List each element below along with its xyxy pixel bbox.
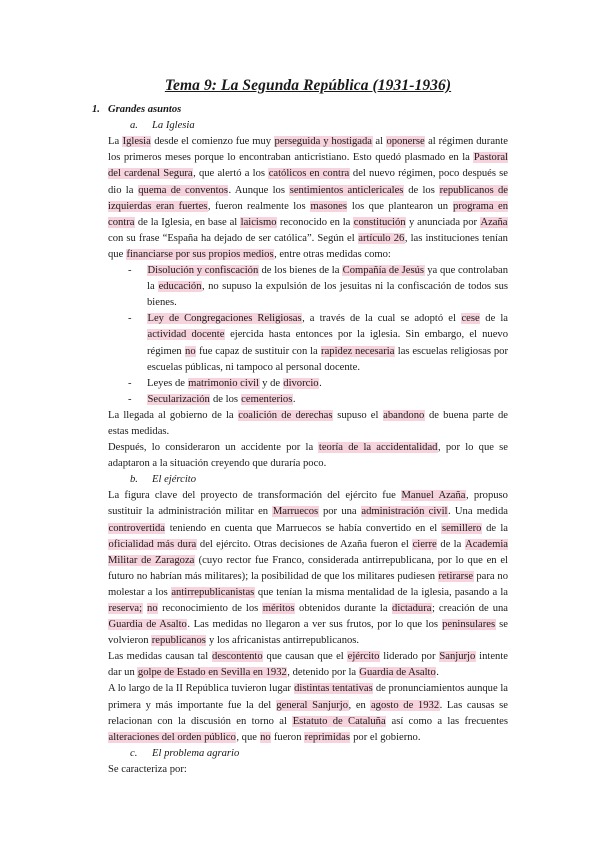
text-run: , entre otras medidas como: [274, 248, 391, 260]
subsection-label: El ejército [152, 474, 197, 486]
highlighted-text: abandono [383, 409, 425, 421]
text-run: , por lo que se adaptaron a la situación creyendo que duraría poco. [108, 442, 508, 470]
highlighted-text: laicismo [240, 216, 277, 228]
text-run: y anunciada por [406, 216, 480, 228]
text-run: para no molestar a los [108, 570, 508, 598]
measures-list [128, 263, 508, 408]
highlighted-text: administración civil [361, 506, 448, 518]
highlighted-text: reserva; [108, 603, 143, 614]
highlighted-text: no [185, 345, 196, 357]
highlighted-text: semillero [441, 522, 482, 534]
subsection-number: c. [130, 747, 138, 759]
highlighted-text: Pastoral del cardenal Segura [108, 152, 508, 180]
text-run: A lo largo de la II República tuvieron lugar [108, 683, 294, 695]
highlighted-text: Disolución y confiscación [147, 265, 259, 277]
text-run: fueron [271, 731, 305, 743]
text-run: La [108, 136, 123, 148]
paragraph-ejercito-3 [108, 681, 508, 745]
section-heading [92, 102, 508, 118]
paragraph-ejercito-1 [108, 488, 508, 649]
text-run: teniendo en cuenta que Marruecos se había convertido en el [165, 522, 442, 534]
text-run: fue capaz de sustituir con la [196, 345, 321, 357]
text-run: . [319, 377, 322, 389]
subsection-number: b. [130, 474, 138, 486]
text-run: que causan que el [263, 651, 348, 663]
highlighted-text: Compañía de Jesús [342, 265, 425, 277]
text-run: de la [480, 313, 508, 325]
highlighted-text: méritos [262, 603, 295, 614]
list-item [128, 263, 508, 311]
highlighted-text: ejército [347, 651, 380, 663]
highlighted-text: Academia Militar de Zaragoza [108, 538, 509, 566]
list-item [128, 376, 508, 392]
text-run: que tenían la misma mentalidad de la iglesia, pasando a la [254, 586, 508, 598]
text-run: y los africanistas antirrepublicanos. [206, 635, 360, 647]
highlighted-text: rapidez necesaria [321, 345, 395, 357]
text-run: al [372, 136, 386, 148]
subsection-number: a. [130, 120, 138, 132]
text-run: obtenidos durante la [295, 603, 392, 614]
text-run: liderado por [379, 651, 439, 663]
subsection-heading-agrario [130, 746, 508, 762]
list-item [128, 392, 508, 408]
text-run: de la Iglesia, en base al [134, 216, 241, 228]
text-run: Después, lo consideraron un accidente por la [108, 442, 319, 454]
highlighted-text: Manuel Azaña [401, 490, 466, 502]
highlighted-text: alteraciones del orden público [108, 731, 236, 743]
text-run: , detenido por la [287, 667, 359, 679]
text-run: . [436, 667, 439, 679]
highlighted-text: Estatuto de Cataluña [292, 715, 386, 727]
highlighted-text: Azaña [480, 216, 508, 228]
text-run: Las medidas causan tal [108, 651, 212, 663]
text-run: se volvieron [108, 619, 508, 647]
paragraph-iglesia-1 [108, 134, 508, 263]
highlighted-text: educación [158, 281, 202, 293]
page-title: Tema 9: La Segunda República (1931-1936) [164, 77, 452, 94]
text-run: de la [481, 522, 508, 534]
highlighted-text: retirarse [438, 570, 474, 582]
text-run: . Aunque los [228, 184, 290, 196]
highlighted-text: Marruecos [272, 506, 319, 518]
highlighted-text: Secularización [147, 393, 210, 405]
text-run: . Una medida [447, 506, 508, 518]
highlighted-text: republicanos [151, 635, 206, 647]
text-run: , a través de la cual se adoptó el [302, 313, 461, 325]
highlighted-text: Ley de Congregaciones Religiosas [147, 313, 302, 325]
text-run: , propuso sustituir la administración militar en [108, 490, 508, 518]
highlighted-text: financiarse por sus propios medios [126, 248, 274, 260]
text-run: , fueron realmente los [207, 200, 310, 212]
text-run: las escuelas religiosas por escuelas públicas, ni tampoco al personal docente. [147, 345, 508, 373]
highlighted-text: católicos en contra [268, 168, 350, 180]
text-run: . Las causas se relacionan con la discusión en torno al [108, 699, 508, 727]
text-run: Leyes de [147, 377, 188, 389]
highlighted-text: golpe de Estado en Sevilla en 1932 [137, 667, 287, 679]
text-run: reconocimiento de los [158, 603, 263, 614]
text-run: con su frase “España ha dejado de ser católica”. Según el [108, 232, 358, 244]
highlighted-text: reprimidas [304, 731, 350, 743]
highlighted-text: Iglesia [122, 136, 151, 148]
highlighted-text: divorcio [283, 377, 319, 389]
text-run: , que [236, 731, 260, 743]
text-run: ya que controlaban la [147, 265, 508, 293]
text-run: ejercida hasta entonces por la iglesia. Sin embargo, el nuevo régimen [147, 329, 508, 357]
text-run: de los [210, 393, 241, 405]
subsection-label: El problema agrario [152, 747, 240, 759]
highlighted-text: controvertida [108, 522, 165, 534]
subsection-label: La Iglesia [152, 120, 195, 132]
highlighted-text: sentimientos anticlericales [289, 184, 404, 196]
text-run: reconocido en la [277, 216, 354, 228]
paragraph-iglesia-3 [108, 440, 508, 472]
highlighted-text: Guardia de Asalto [359, 667, 436, 679]
text-run: de pronunciamientos aunque la primera y más importante fue la del [108, 683, 508, 711]
highlighted-text: dictadura [392, 603, 432, 614]
highlighted-text: descontento [212, 651, 263, 663]
text-run: así como a las frecuentes [386, 715, 508, 727]
text-run: del ejército. Otras decisiones de Azaña fueron el [196, 538, 413, 550]
highlighted-text: perseguida y hostigada [274, 136, 373, 148]
text-run: los que plantearon un [347, 200, 453, 212]
text-run: . Las medidas no llegaron a ver sus frutos, por lo que los [187, 619, 442, 631]
text-run: La llegada al gobierno de la [108, 409, 238, 421]
subsection-heading-ejercito [130, 472, 508, 488]
highlighted-text: cementerios [241, 393, 293, 405]
highlighted-text: peninsulares [442, 619, 496, 631]
highlighted-text: no [260, 731, 271, 743]
highlighted-text: Sanjurjo [439, 651, 476, 663]
text-run: desde el comienzo fue muy [151, 136, 274, 148]
highlighted-text: no [147, 603, 158, 614]
text-run: por una [318, 506, 361, 518]
paragraph-agrario-1: Se caracteriza por: [108, 763, 187, 775]
text-run: de buena parte de estas medidas. [108, 409, 508, 437]
text-run: de la [437, 538, 465, 550]
text-run: intente dar un [108, 651, 508, 679]
highlighted-text: masones [310, 200, 347, 212]
paragraph-ejercito-2 [108, 649, 508, 681]
text-run: y de [259, 377, 283, 389]
text-run: por el gobierno. [350, 731, 421, 743]
text-run: de los [403, 184, 440, 196]
paragraph-iglesia-2 [108, 408, 508, 440]
highlighted-text: coalición de derechas [238, 409, 333, 421]
highlighted-text: antirrepublicanistas [171, 586, 255, 598]
text-run [143, 603, 147, 614]
highlighted-text: matrimonio civil [188, 377, 260, 389]
text-run: supuso el [333, 409, 383, 421]
highlighted-text: Guardia de Asalto [108, 619, 187, 631]
section-number: 1. [92, 104, 100, 116]
text-run: La figura clave del proyecto de transformación del ejército fue [108, 490, 401, 502]
highlighted-text: programa en contra [108, 200, 509, 228]
text-run: de los bienes de la [258, 265, 343, 277]
text-run: al régimen durante los primeros meses porque lo encontraban anticristiano. Esto quedó plasmado en la [108, 136, 508, 164]
text-run: . [292, 393, 296, 405]
text-run: , las instituciones tenían que [108, 232, 508, 260]
text-run: , en [348, 699, 371, 711]
text-run: , que alertó a los [193, 168, 269, 180]
text-run: ; creación de una [431, 603, 508, 614]
highlighted-text: cese [461, 313, 480, 325]
highlighted-text: oponerse [386, 136, 425, 148]
highlighted-text: constitución [353, 216, 406, 228]
subsection-heading-iglesia [130, 118, 508, 134]
highlighted-text: agosto de 1932 [370, 699, 440, 711]
list-item [128, 311, 508, 375]
highlighted-text: actividad docente [147, 329, 225, 341]
highlighted-text: general Sanjurjo [276, 699, 349, 711]
highlighted-text: oficialidad más dura [108, 538, 197, 550]
section-label: Grandes asuntos [108, 104, 182, 116]
highlighted-text: cierre [412, 538, 437, 550]
highlighted-text: republicanos de izquierdas eran fuertes [108, 184, 509, 212]
highlighted-text: artículo 26 [358, 232, 405, 244]
highlighted-text: distintas tentativas [294, 683, 373, 695]
text-run: , no supuso la expulsión de los jesuitas ni la confiscación de todos sus bienes. [147, 281, 508, 309]
text-run: (cuyo rector fue Franco, considerada antirrepublicana, por lo que en el futuro no habrían más militares); la posibilidad de que los militares pudiesen [108, 554, 508, 582]
highlighted-text: quema de conventos [138, 184, 228, 196]
text-run: del nuevo régimen, poco después se dio la [108, 168, 509, 196]
highlighted-text: teoría de la accidentalidad [318, 442, 438, 454]
